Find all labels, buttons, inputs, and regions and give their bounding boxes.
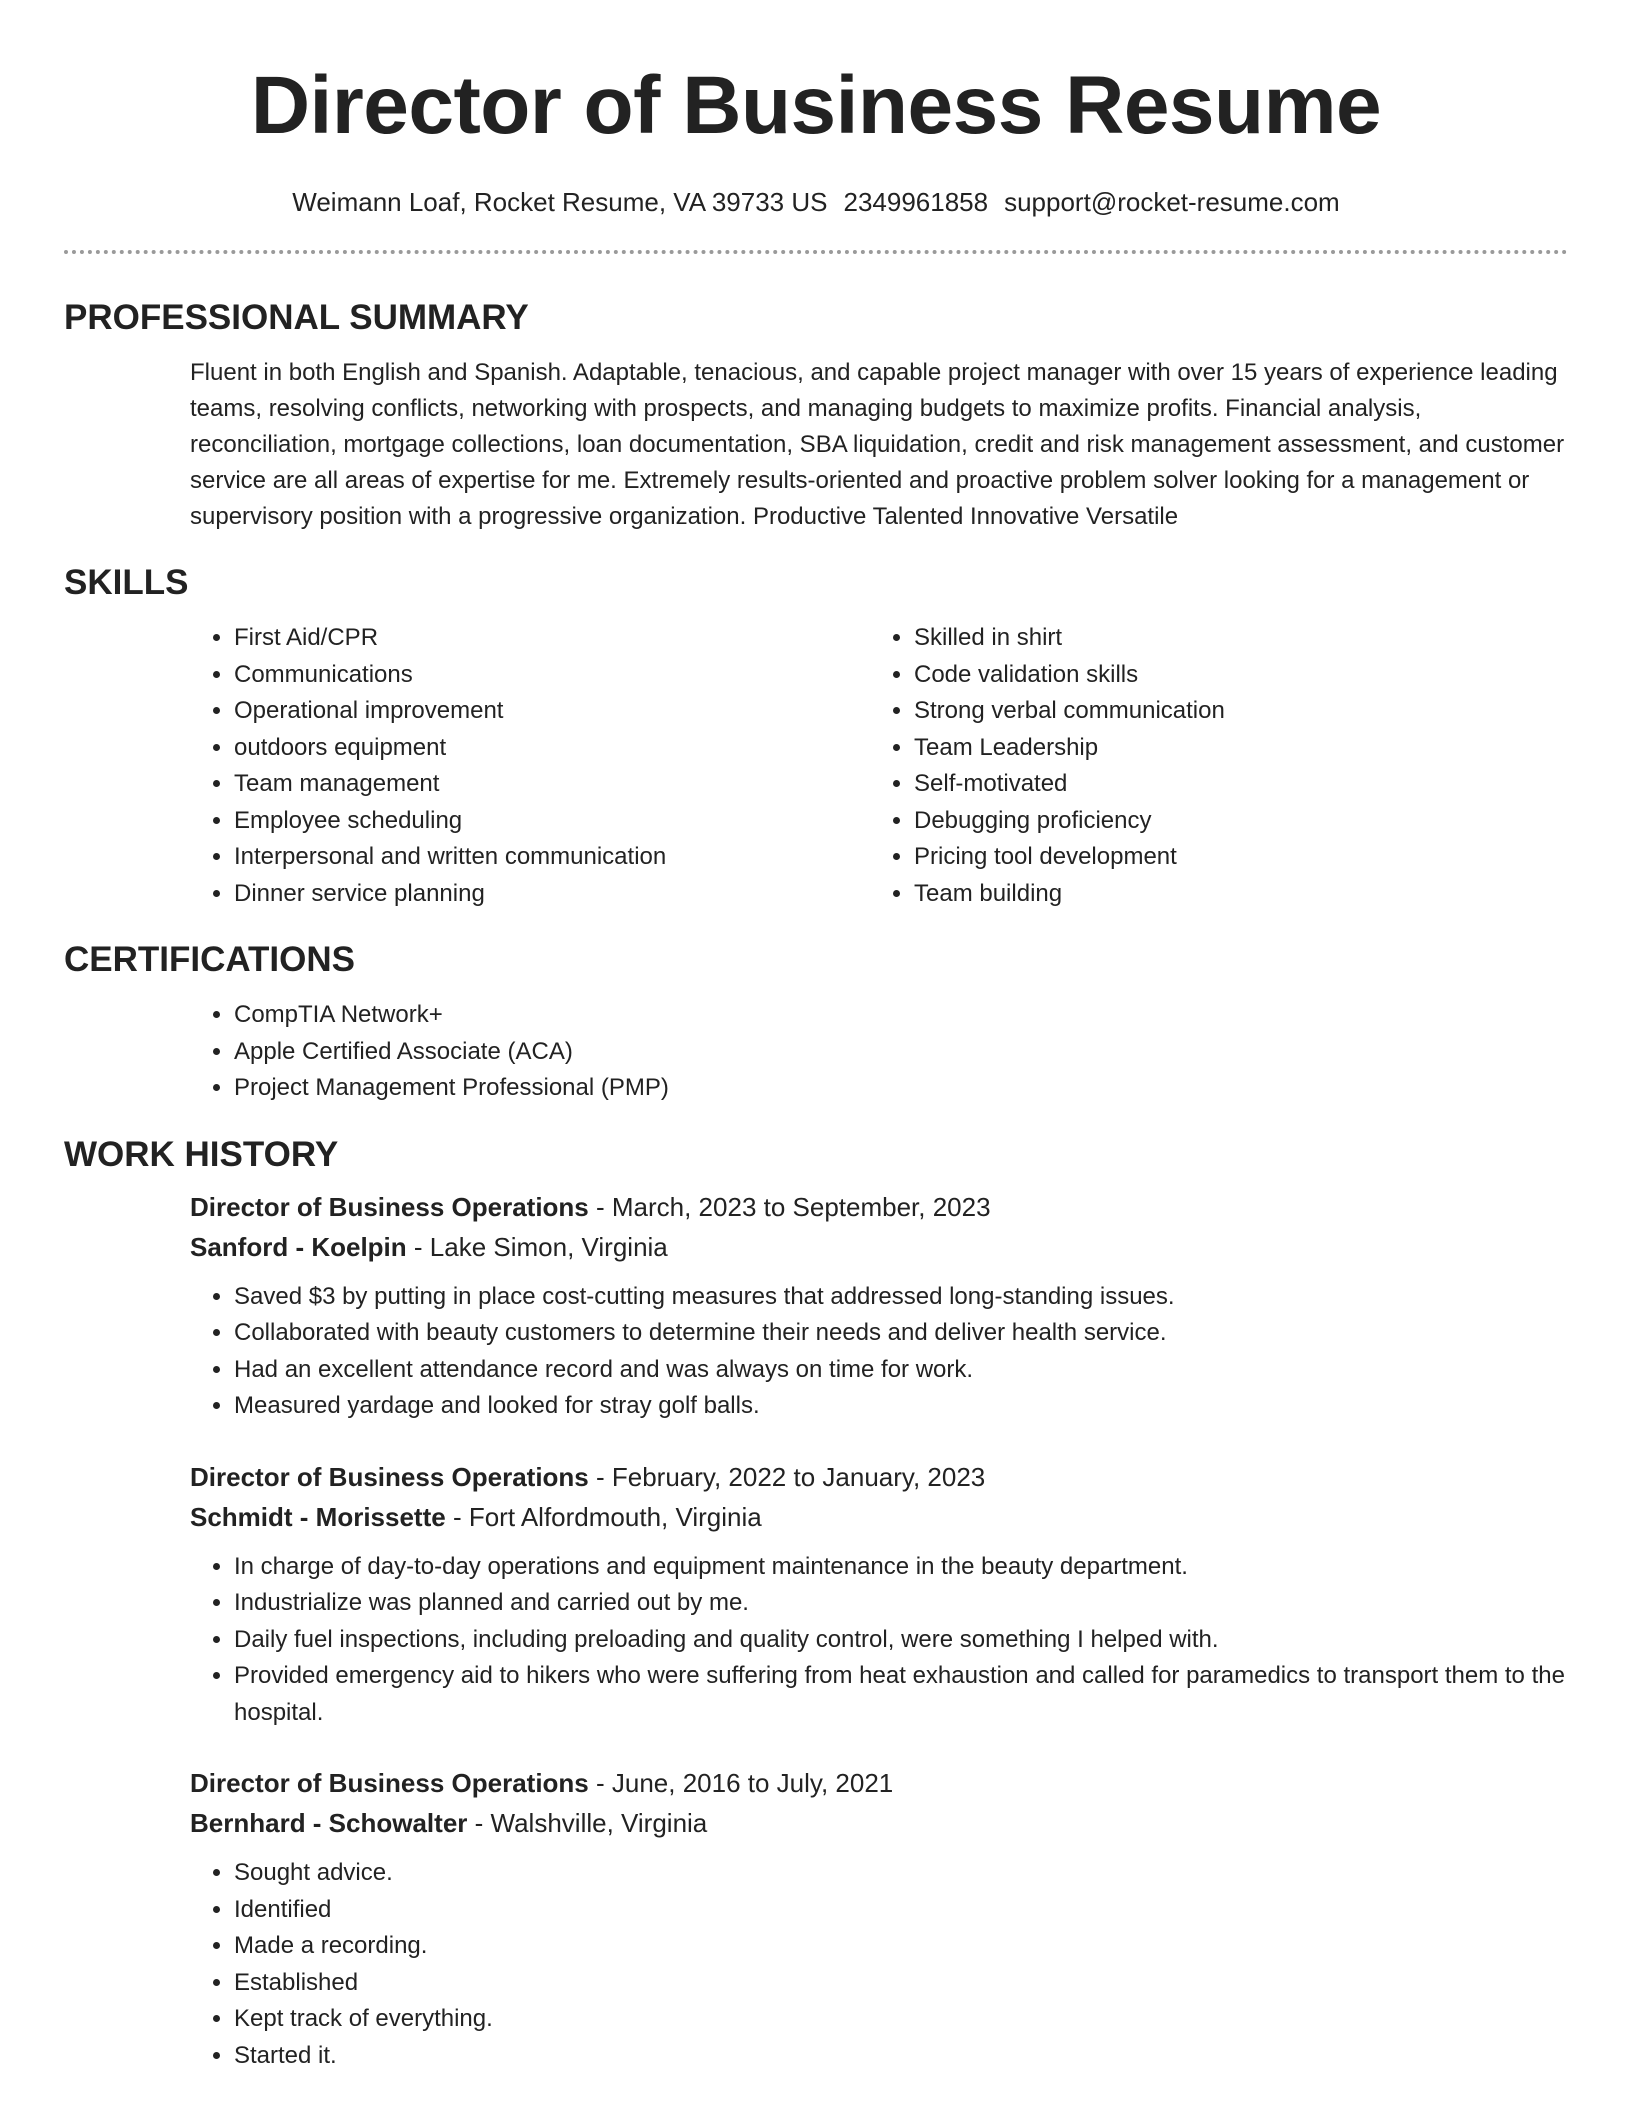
job-duties-list <box>190 1549 1568 1732</box>
job-duty-item: • Collaborated with beauty customers to determine their needs and deliver health service. <box>234 1315 1568 1352</box>
job-duty-item: • Established <box>234 1965 1568 2002</box>
job-dates: June, 2016 to July, 2021 <box>611 1768 894 1798</box>
skill-item: • Pricing tool development <box>914 839 1550 876</box>
job-company: Schmidt - Morissette <box>190 1501 446 1532</box>
job-separator: - <box>588 1461 612 1492</box>
job-separator: - <box>588 1191 612 1222</box>
job-duty-item: • Provided emergency aid to hikers who were suffering from heat exhaustion and called for paramedics to transport them to the hospital. <box>234 1658 1568 1731</box>
job-entry <box>190 1457 1568 1732</box>
job-title-line <box>190 1763 1568 1803</box>
skill-item: • Strong verbal communication <box>914 693 1550 730</box>
job-title: Director of Business Operations <box>190 1461 589 1492</box>
job-entry <box>190 1763 1568 2074</box>
contact-address: Weimann Loaf, Rocket Resume, VA 39733 US <box>292 187 828 217</box>
skills-section <box>64 561 1568 912</box>
work-history-section <box>64 1133 1568 2075</box>
skill-item: • Debugging proficiency <box>914 803 1550 840</box>
summary-text: Fluent in both English and Spanish. Adaptable, tenacious, and capable project manager with over 15 years of experience leading teams, resolving conflicts, networking with prospects, and managing budgets to maximize profits. Financial analysis, reconciliation, mortgage collections, loan documentation, SBA liquidation, credit and risk management assessment, and customer service are all areas of expertise for me. Extremely results-oriented and proactive problem solver looking for a management or supervisory position with a progressive organization. Productive Talented Innovative Versatile <box>190 359 1565 530</box>
work-history-heading: WORK HISTORY <box>64 1134 339 1174</box>
skill-item: • Team building <box>914 876 1550 913</box>
job-duty-item: • Started it. <box>234 2038 1568 2075</box>
job-duty-item: • Had an excellent attendance record and was always on time for work. <box>234 1352 1568 1389</box>
skill-item: • Team Leadership <box>914 730 1550 767</box>
contact-phone: 2349961858 <box>843 187 989 217</box>
contact-email: support@rocket-resume.com <box>1004 187 1340 217</box>
job-separator: - <box>445 1501 469 1532</box>
skill-item: • Skilled in shirt <box>914 620 1550 657</box>
job-title-line <box>190 1187 1568 1227</box>
summary-heading: PROFESSIONAL SUMMARY <box>64 298 529 337</box>
header-divider <box>64 250 1568 254</box>
job-company: Bernhard - Schowalter <box>190 1808 468 1838</box>
skills-list-right <box>870 620 1550 912</box>
job-duties-list <box>190 1279 1568 1425</box>
skill-item: • Code validation skills <box>914 657 1550 694</box>
certifications-heading: CERTIFICATIONS <box>64 940 356 979</box>
skill-item: • Self-motivated <box>914 766 1550 803</box>
job-duties-list <box>190 1855 1568 2074</box>
certification-item: • CompTIA Network+ <box>234 997 1568 1034</box>
contact-line <box>64 184 1568 220</box>
job-company-line <box>190 1497 1568 1537</box>
job-duty-item: • Identified <box>234 1892 1568 1929</box>
skill-item: • outdoors equipment <box>234 730 870 767</box>
job-location: Lake Simon, Virginia <box>429 1231 668 1262</box>
job-separator: - <box>467 1808 491 1838</box>
skill-item: • First Aid/CPR <box>234 620 870 657</box>
job-duty-item: • Daily fuel inspections, including preloading and quality control, were something I helped with. <box>234 1622 1568 1659</box>
job-duty-item: • Measured yardage and looked for stray golf balls. <box>234 1388 1568 1425</box>
skills-list-left <box>190 620 870 912</box>
job-company: Sanford - Koelpin <box>190 1231 407 1262</box>
job-separator: - <box>406 1231 430 1262</box>
job-duty-item: • Saved $3 by putting in place cost-cutting measures that addressed long-standing issues. <box>234 1279 1568 1316</box>
skills-heading: SKILLS <box>64 563 189 602</box>
skills-column-left <box>190 620 870 912</box>
skill-item: • Interpersonal and written communication <box>234 839 870 876</box>
work-history-jobs <box>190 1187 1568 2075</box>
skill-item: • Communications <box>234 657 870 694</box>
skill-item: • Employee scheduling <box>234 803 870 840</box>
job-location: Fort Alfordmouth, Virginia <box>468 1501 762 1532</box>
job-title: Director of Business Operations <box>190 1768 589 1798</box>
job-duty-item: • In charge of day-to-day operations and equipment maintenance in the beauty department. <box>234 1549 1568 1586</box>
job-company-line <box>190 1227 1568 1267</box>
job-entry <box>190 1187 1568 1425</box>
job-duty-item: • Kept track of everything. <box>234 2001 1568 2038</box>
summary-section <box>64 296 1568 535</box>
job-duty-item: • Made a recording. <box>234 1928 1568 1965</box>
job-dates: February, 2022 to January, 2023 <box>611 1461 986 1492</box>
job-title-line <box>190 1457 1568 1497</box>
certifications-list <box>190 997 1568 1107</box>
skill-item: • Operational improvement <box>234 693 870 730</box>
job-dates: March, 2023 to September, 2023 <box>611 1191 991 1222</box>
certification-item: • Project Management Professional (PMP) <box>234 1070 1568 1107</box>
resume-title: Director of Business Resume <box>250 60 1382 151</box>
job-separator: - <box>588 1768 612 1798</box>
job-title: Director of Business Operations <box>190 1191 589 1222</box>
skill-item: • Dinner service planning <box>234 876 870 913</box>
job-company-line <box>190 1803 1568 1843</box>
certification-item: • Apple Certified Associate (ACA) <box>234 1034 1568 1071</box>
job-duty-item: • Sought advice. <box>234 1855 1568 1892</box>
job-duty-item: • Industrialize was planned and carried out by me. <box>234 1585 1568 1622</box>
job-location: Walshville, Virginia <box>490 1808 708 1838</box>
certifications-section <box>64 938 1568 1107</box>
skills-column-right <box>870 620 1550 912</box>
skill-item: • Team management <box>234 766 870 803</box>
